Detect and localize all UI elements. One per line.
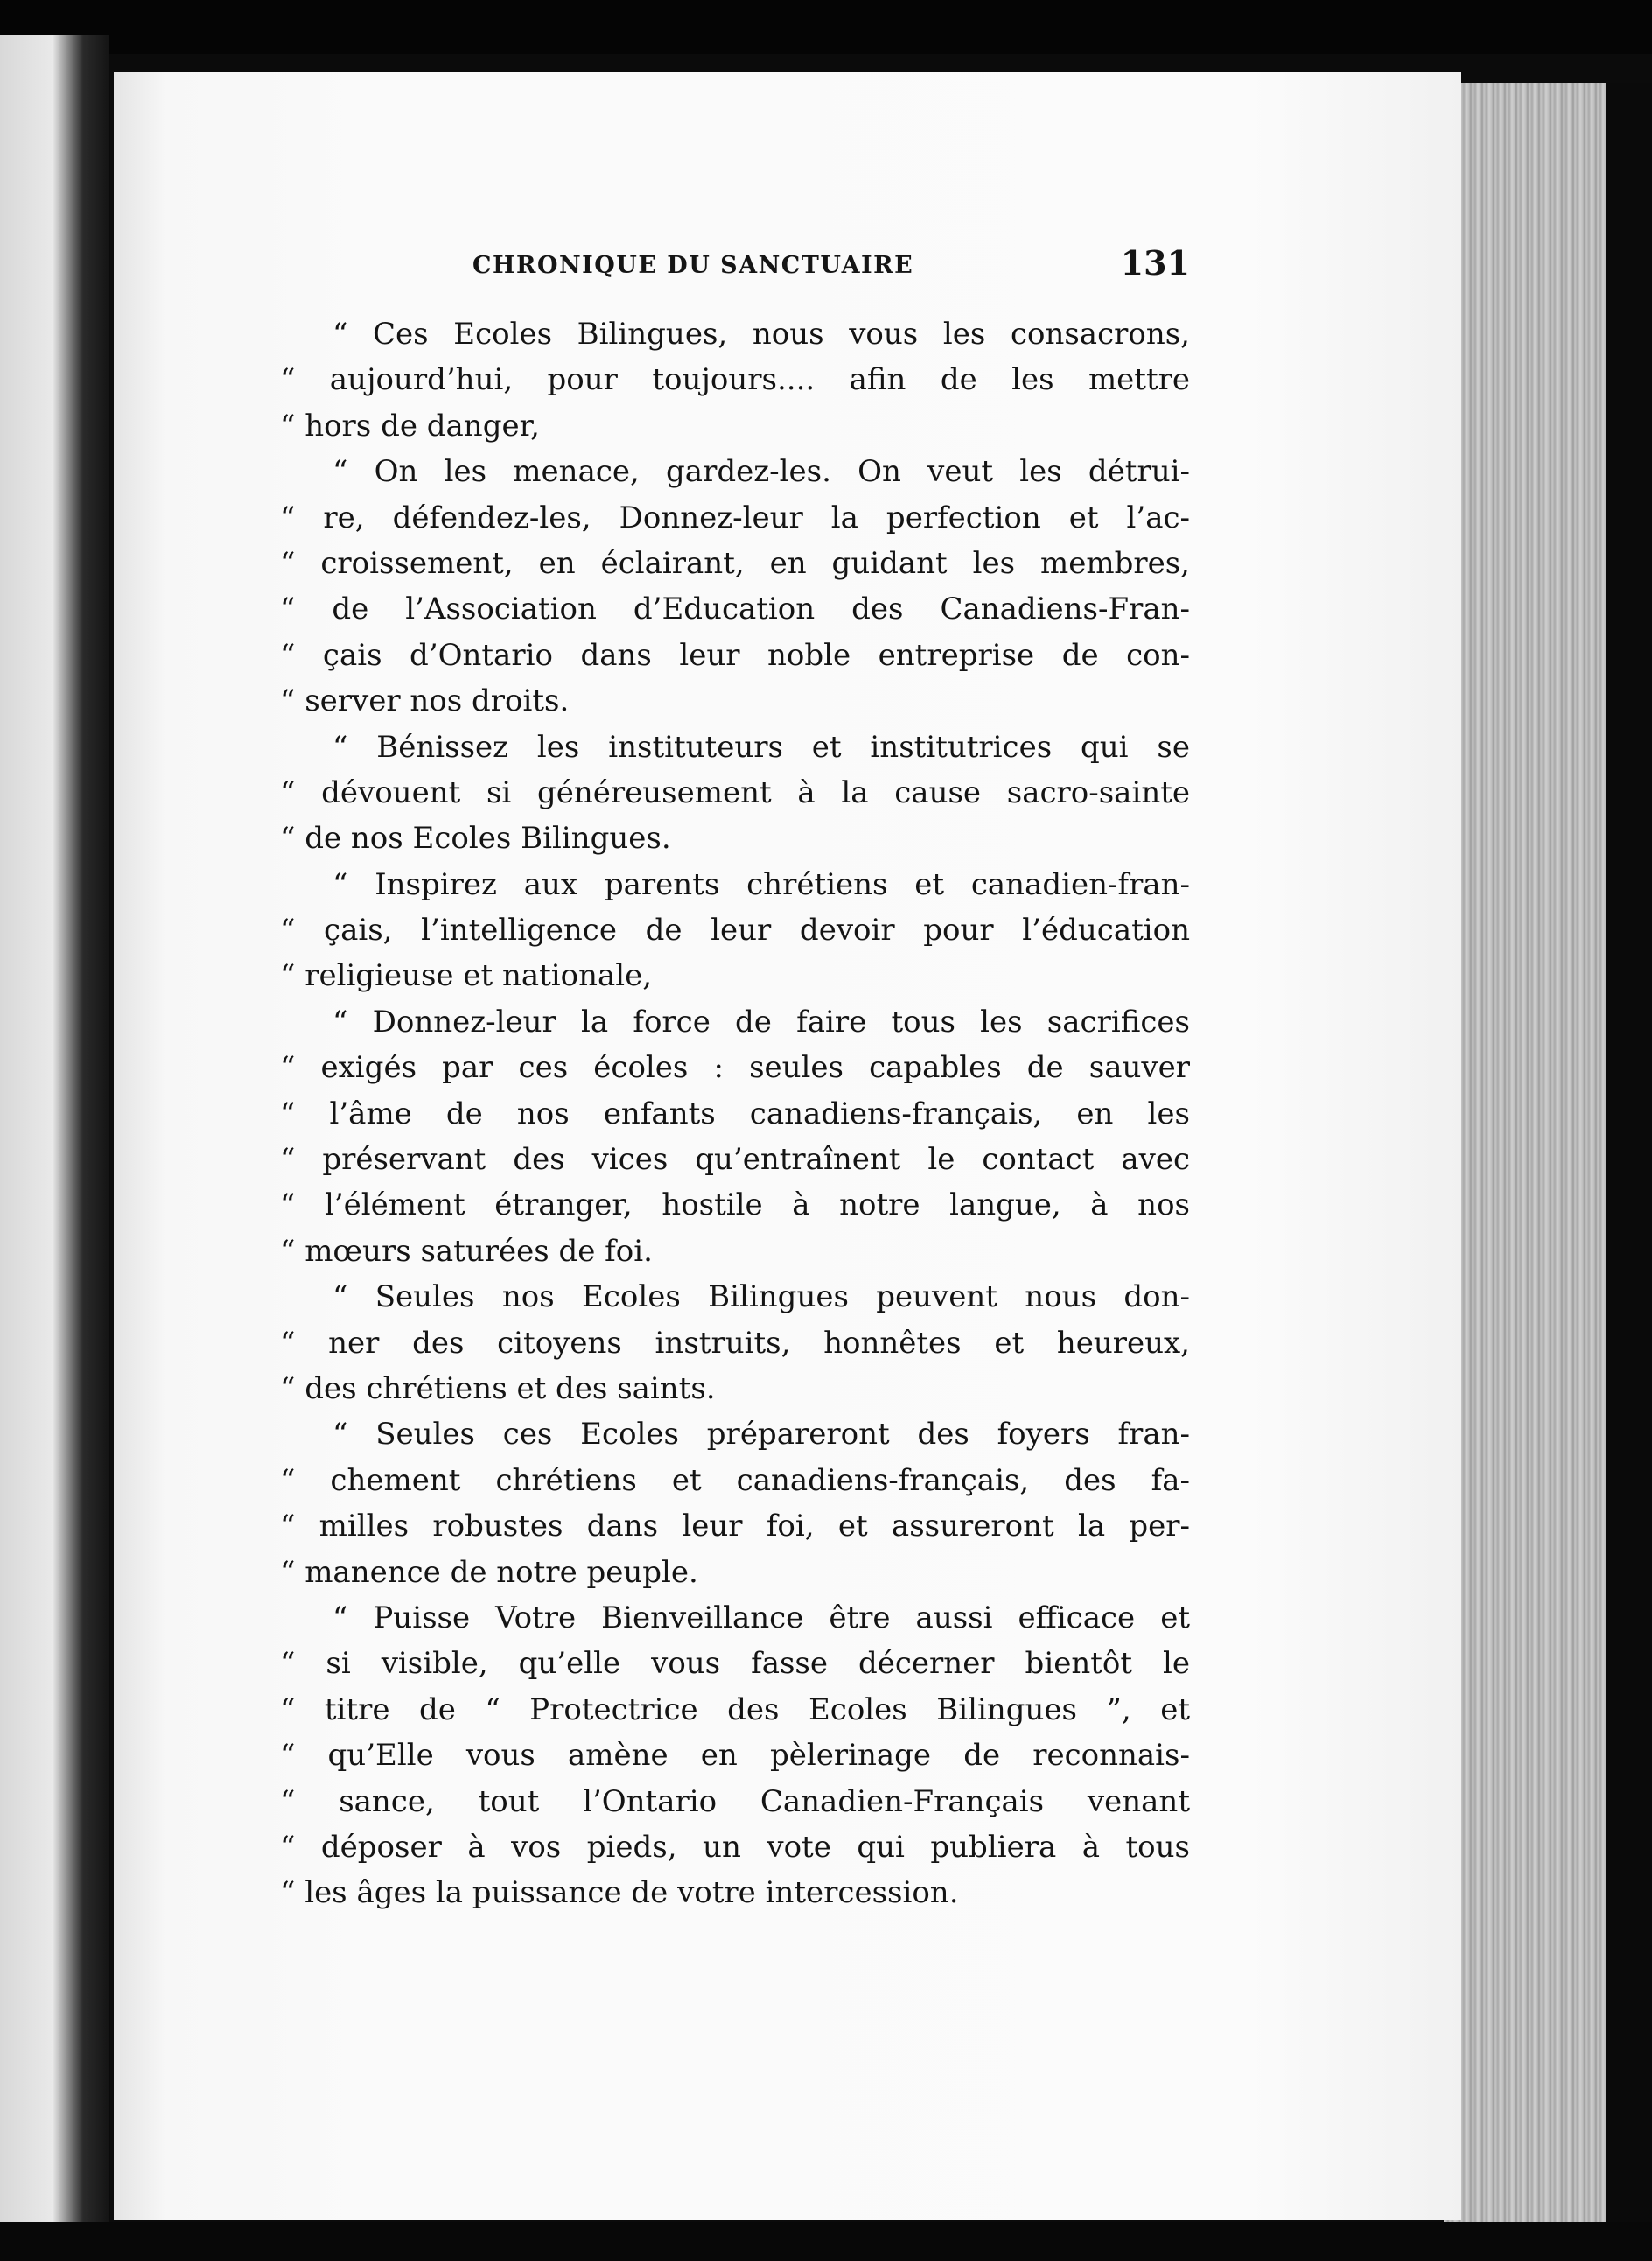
text-line: “ de l’Association d’Education des Canadiens-Fran- (280, 592, 1190, 627)
text-line: “ l’élément étranger, hostile à notre langue, à nos (280, 1187, 1190, 1223)
page-body (280, 312, 1190, 1916)
text-line: “ sance, tout l’Ontario Canadien-Français venant (280, 1783, 1190, 1819)
text-line: “ les âges la puissance de votre intercession. (280, 1875, 959, 1911)
book-gutter (0, 35, 109, 2249)
text-line: “ dévouent si généreusement à la cause sacro-sainte (280, 774, 1190, 810)
text-line: “ des chrétiens et des saints. (280, 1370, 716, 1406)
running-head-title: CHRONIQUE DU SANCTUAIRE (472, 252, 914, 279)
running-head (472, 243, 1190, 296)
scan-bottom-border (0, 2222, 1652, 2261)
text-line: “ l’âme de nos enfants canadiens-français, en les (280, 1096, 1190, 1131)
book-page-edges (1444, 83, 1610, 2227)
text-line: “ Seules nos Ecoles Bilingues peuvent nous don- (332, 1279, 1190, 1315)
text-line: “ si visible, qu’elle vous fasse décerner bientôt le (280, 1646, 1190, 1682)
text-line: “ chement chrétiens et canadiens-français, des fa- (280, 1462, 1190, 1498)
scan-right-border (1606, 83, 1652, 2261)
text-line: “ çais d’Ontario dans leur noble entreprise de con- (280, 637, 1190, 673)
text-line: “ déposer à vos pieds, un vote qui publiera à tous (280, 1829, 1190, 1865)
text-line: “ Puisse Votre Bienveillance être aussi efficace et (332, 1600, 1190, 1635)
text-line: “ manence de notre peuple. (280, 1554, 698, 1590)
page-number: 131 (1120, 243, 1190, 283)
text-line: “ On les menace, gardez-les. On veut les détrui- (332, 454, 1190, 490)
text-line: “ server nos droits. (280, 683, 570, 719)
text-line: “ titre de “ Protectrice des Ecoles Bilingues ”, et (280, 1691, 1190, 1727)
text-line: “ préservant des vices qu’entraînent le contact avec (280, 1142, 1190, 1178)
text-line: “ exigés par ces écoles : seules capables de sauver (280, 1050, 1190, 1086)
text-line: “ re, défendez-les, Donnez-leur la perfection et l’ac- (280, 500, 1190, 536)
text-line: “ aujourd’hui, pour toujours.... afin de les mettre (280, 362, 1190, 398)
text-line: “ Inspirez aux parents chrétiens et canadien-fran- (332, 866, 1190, 902)
text-line: “ Bénissez les instituteurs et institutrices qui se (332, 729, 1190, 765)
text-line: “ hors de danger, (280, 408, 540, 444)
text-line: “ mœurs saturées de foi. (280, 1233, 653, 1269)
scan-top-border (0, 0, 1652, 54)
text-line: “ Donnez-leur la force de faire tous les sacrifices (332, 1004, 1190, 1040)
text-line: “ de nos Ecoles Bilingues. (280, 821, 671, 857)
text-line: “ croissement, en éclairant, en guidant les membres, (280, 545, 1190, 581)
text-line: “ Seules ces Ecoles prépareront des foyers fran- (332, 1417, 1190, 1452)
text-line: “ çais, l’intelligence de leur devoir pour l’éducation (280, 913, 1190, 948)
text-line: “ milles robustes dans leur foi, et assureront la per- (280, 1508, 1190, 1544)
text-line: “ ner des citoyens instruits, honnêtes et heureux, (280, 1325, 1190, 1361)
text-line: “ religieuse et nationale, (280, 958, 653, 994)
text-line: “ qu’Elle vous amène en pèlerinage de reconnais- (280, 1738, 1190, 1774)
text-line: “ Ces Ecoles Bilingues, nous vous les consacrons, (332, 317, 1190, 352)
